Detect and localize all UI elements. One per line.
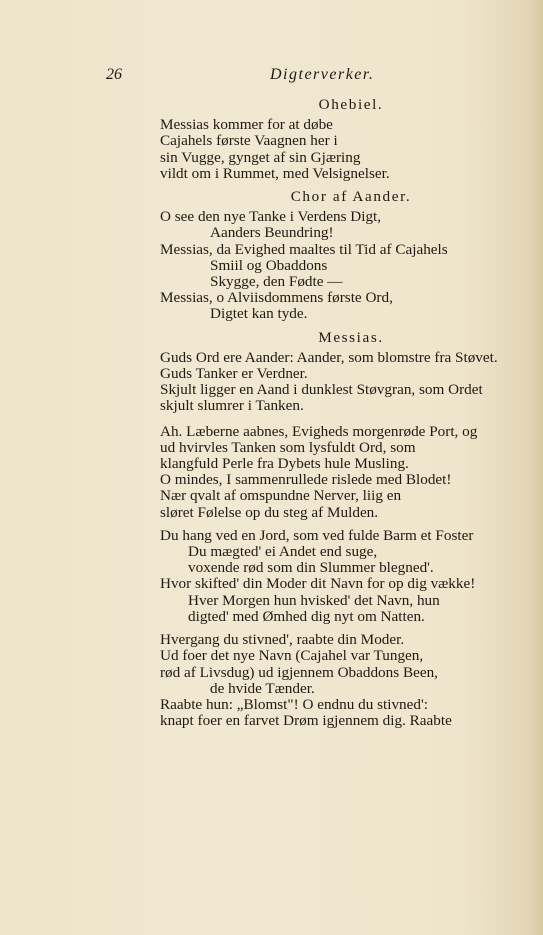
text-line: sløret Følelse op du steg af Mulden.: [160, 503, 379, 521]
text-line: Guds Tanker er Verdner.: [160, 365, 308, 383]
text-line: Hvor skifted' din Moder dit Navn for op dig vække!: [160, 575, 476, 593]
text-line: O mindes, I sammenrullede rislede med Blodet!: [160, 471, 452, 489]
running-head: Digterverker.: [270, 66, 375, 83]
text-line: Messias, da Evighed maaltes til Tid af Cajahels: [160, 240, 448, 258]
text-line: Messias, o Alviisdommens første Ord,: [160, 289, 393, 307]
text-line: Nær qvalt af omspundne Nerver, liig en: [160, 487, 402, 505]
text-line: Digtet kan tyde.: [210, 305, 308, 323]
text-line: rød af Livsdug) ud igjennem Obaddons Been,: [160, 663, 438, 681]
text-line: Du mægted' ei Andet end suge,: [188, 543, 378, 561]
text-line: Ah. Læberne aabnes, Evigheds morgenrøde Port, og: [160, 422, 478, 440]
text-line: Raabte hun: „Blomst"! O endnu du stivned':: [160, 695, 428, 713]
text-line: Ud foer det nye Navn (Cajahel var Tungen,: [160, 647, 424, 665]
speaker-messias: Messias.: [318, 328, 384, 346]
text-line: voxende rød som din Slummer blegned'.: [188, 559, 434, 577]
text-line: Skjult ligger en Aand i dunklest Støvgran, som Ordet: [160, 381, 483, 399]
text-line: Cajahels første Vaagnen her i: [160, 132, 338, 150]
text-line: Smiil og Obaddons: [210, 256, 328, 274]
text-line: skjult slumrer i Tanken.: [160, 397, 304, 415]
speaker-chorus: Chor af Aander.: [290, 188, 412, 206]
text-line: Skygge, den Fødte —: [210, 273, 343, 291]
text-line: Hvergang du stivned', raabte din Moder.: [160, 631, 405, 649]
text-line: ud hvirvles Tanken som lysfuldt Ord, som: [160, 438, 416, 456]
text-line: Guds Ord ere Aander: Aander, som blomstre fra Støvet.: [160, 348, 498, 366]
text-line: de hvide Tænder.: [210, 679, 315, 697]
text-line: Du hang ved en Jord, som ved fulde Barm et Foster: [160, 526, 474, 544]
text-line: sin Vugge, gynget af sin Gjæring: [160, 148, 361, 166]
speaker-ohebiel: Ohebiel.: [318, 96, 384, 113]
text-line: Aanders Beundring!: [210, 224, 334, 242]
text-line: O see den nye Tanke i Verdens Digt,: [160, 208, 382, 226]
text-line: knapt foer en farvet Drøm igjennem dig. Raabte: [160, 712, 452, 730]
text-line: klangfuld Perle fra Dybets hule Musling.: [160, 455, 409, 473]
page-header: [0, 66, 543, 88]
text-line: digted' med Ømhed dig nyt om Natten.: [188, 607, 425, 625]
text-line: Messias kommer for at døbe: [160, 116, 333, 134]
page-number: 26: [106, 66, 122, 83]
text-line: vildt om i Rummet, med Velsignelser.: [160, 164, 390, 182]
text-line: Hver Morgen hun hvisked' det Navn, hun: [188, 591, 440, 609]
poem-text: [160, 97, 522, 729]
